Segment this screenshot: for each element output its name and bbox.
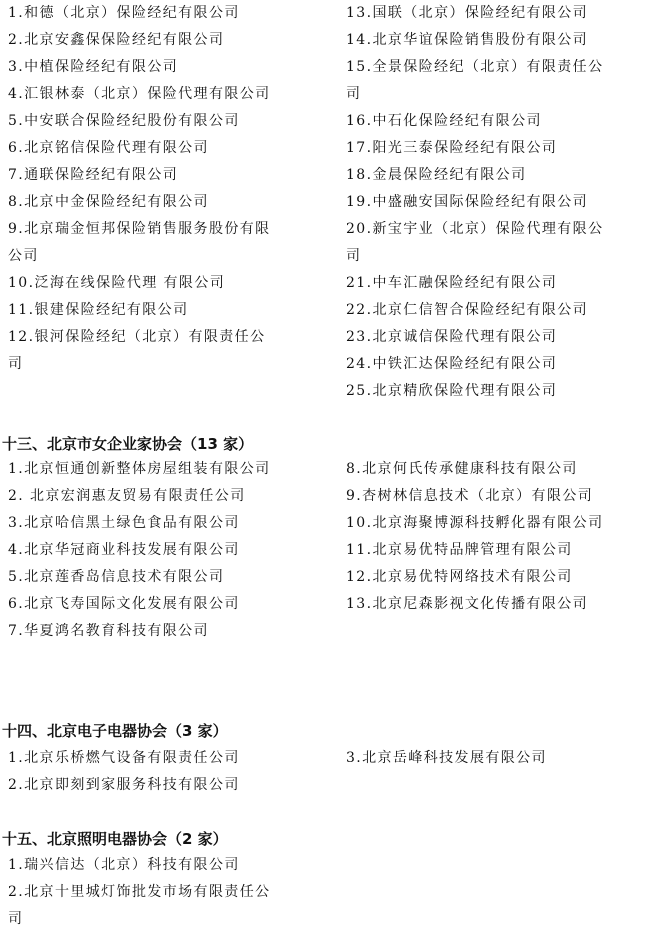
list-item: 17.阳光三泰保险经纪有限公司	[346, 140, 558, 156]
list-item: 1.和德（北京）保险经纪有限公司	[8, 5, 240, 21]
section-14-heading: 十四、北京电子电器协会（3 家）	[2, 722, 228, 740]
list-item: 20.新宝宇业（北京）保险代理有限公司	[346, 221, 604, 264]
section-14-left-column	[8, 745, 280, 799]
list-item: 1.瑞兴信达（北京）科技有限公司	[8, 857, 240, 873]
list-item: 3.中植保险经纪有限公司	[8, 59, 179, 75]
list-item: 21.中车汇融保险经纪有限公司	[346, 275, 558, 291]
section-15-heading: 十五、北京照明电器协会（2 家）	[2, 830, 228, 848]
list-item: 18.金晨保险经纪有限公司	[346, 167, 527, 183]
section-13-right-column	[346, 456, 616, 618]
list-item: 15.全景保险经纪（北京）有限责任公司	[346, 59, 604, 102]
list-item: 2. 北京宏润惠友贸易有限责任公司	[8, 488, 246, 504]
list-item: 1.北京恒通创新整体房屋组装有限公司	[8, 461, 271, 477]
list-item: 13.北京尼森影视文化传播有限公司	[346, 596, 589, 612]
list-item: 7.华夏鸿名教育科技有限公司	[8, 623, 209, 639]
list-item: 6.北京飞寿国际文化发展有限公司	[8, 596, 240, 612]
list-item: 9.北京瑞金恒邦保险销售服务股份有限公司	[8, 221, 271, 264]
section-13-left-column	[8, 456, 280, 645]
list-item: 22.北京仁信智合保险经纪有限公司	[346, 302, 589, 318]
list-item: 10.泛海在线保险代理 有限公司	[8, 275, 226, 291]
list-item: 2.北京十里城灯饰批发市场有限责任公司	[8, 884, 271, 927]
list-item: 25.北京精欣保险代理有限公司	[346, 383, 558, 399]
list-item: 6.北京铭信保险代理有限公司	[8, 140, 209, 156]
list-item: 2.北京安鑫保保险经纪有限公司	[8, 32, 225, 48]
list-item: 7.通联保险经纪有限公司	[8, 167, 179, 183]
section-12-left-column	[8, 0, 280, 378]
section-15-left-column	[8, 852, 280, 933]
list-item: 4.汇银林泰（北京）保险代理有限公司	[8, 86, 271, 102]
list-item: 12.银河保险经纪（北京）有限责任公司	[8, 329, 266, 372]
list-item: 8.北京何氏传承健康科技有限公司	[346, 461, 578, 477]
list-item: 2.北京即刻到家服务科技有限公司	[8, 777, 240, 793]
list-item: 8.北京中金保险经纪有限公司	[8, 194, 209, 210]
list-item: 16.中石化保险经纪有限公司	[346, 113, 542, 129]
list-item: 3.北京哈信黑土绿色食品有限公司	[8, 515, 240, 531]
list-item: 11.北京易优特品牌管理有限公司	[346, 542, 573, 558]
list-item: 12.北京易优特网络技术有限公司	[346, 569, 573, 585]
list-item: 5.北京莲香岛信息技术有限公司	[8, 569, 225, 585]
list-item: 1.北京乐桥燃气设备有限责任公司	[8, 750, 240, 766]
list-item: 23.北京诚信保险代理有限公司	[346, 329, 558, 345]
list-item: 9.杏树林信息技术（北京）有限公司	[346, 488, 594, 504]
list-item: 19.中盛融安国际保险经纪有限公司	[346, 194, 589, 210]
section-14-right-column	[346, 745, 616, 772]
list-item: 24.中铁汇达保险经纪有限公司	[346, 356, 558, 372]
list-item: 11.银建保险经纪有限公司	[8, 302, 189, 318]
list-item: 5.中安联合保险经纪股份有限公司	[8, 113, 240, 129]
list-item: 3.北京岳峰科技发展有限公司	[346, 750, 547, 766]
list-item: 4.北京华冠商业科技发展有限公司	[8, 542, 240, 558]
list-item: 13.国联（北京）保险经纪有限公司	[346, 5, 589, 21]
section-13-heading: 十三、北京市女企业家协会（13 家）	[2, 435, 254, 453]
list-item: 14.北京华谊保险销售股份有限公司	[346, 32, 589, 48]
section-12-right-column	[346, 0, 616, 405]
list-item: 10.北京海聚博源科技孵化器有限公司	[346, 515, 604, 531]
